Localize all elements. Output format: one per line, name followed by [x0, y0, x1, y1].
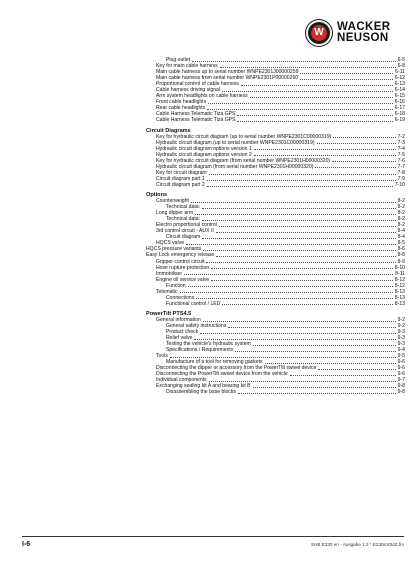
toc-entry-page: 9-6 — [397, 371, 405, 378]
toc-entry-page: 8-12 — [394, 276, 405, 283]
dot-leader — [186, 244, 396, 245]
toc-entry-title: Electro proportional control — [156, 222, 217, 229]
dot-leader — [238, 393, 396, 394]
dot-leader — [180, 292, 393, 293]
toc-entry-page: 9-5 — [397, 353, 405, 360]
dot-leader — [290, 375, 396, 376]
toc-entry-page: 8-13 — [394, 288, 405, 295]
toc-entry-page: 9-6 — [397, 359, 405, 366]
dot-leader — [250, 97, 393, 98]
dot-leader — [228, 327, 395, 328]
toc-entry-page: 8-5 — [397, 240, 405, 247]
toc-entry-title: Key for circuit diagram — [156, 169, 207, 176]
wacker-neuson-logo-icon — [306, 20, 332, 46]
toc-entry-title: Cable harness driving signal — [156, 87, 220, 94]
dot-leader — [253, 387, 396, 388]
dot-leader — [203, 250, 395, 251]
dot-leader — [170, 357, 396, 358]
toc-entry-title: Circuit diagram — [166, 234, 201, 241]
dot-leader — [202, 220, 396, 221]
dot-leader — [300, 73, 393, 74]
brand-line2: NEUSON — [337, 32, 389, 44]
dot-leader — [222, 91, 393, 92]
toc-entry-page: 6-17 — [394, 105, 405, 112]
toc-entry-title: Rear cable headlights — [156, 105, 206, 112]
brand-wordmark — [337, 22, 391, 44]
toc-entry-page: 6-18 — [394, 111, 405, 118]
footer-divider — [22, 536, 404, 537]
dot-leader — [202, 238, 395, 239]
dot-leader — [222, 304, 392, 305]
toc-entry-title: General information — [156, 316, 201, 323]
dot-leader — [318, 369, 395, 370]
toc-entry-page: 6-14 — [394, 87, 405, 94]
toc-entry-page: 9-7 — [397, 377, 405, 384]
dot-leader — [192, 61, 396, 62]
dot-leader — [203, 321, 396, 322]
toc-entry-title: Hydraulic circuit diagram (from serial number WNPE2301H00000320) — [156, 163, 314, 170]
toc-entry-page: 9-2 — [397, 316, 405, 323]
toc-entry-page: 7-3 — [397, 139, 405, 146]
dot-leader — [220, 67, 396, 68]
toc-entry-page: 7-6 — [397, 157, 405, 164]
toc-entry-page: 8-13 — [394, 294, 405, 301]
toc-entry-page: 8-2 — [397, 204, 405, 211]
toc-entry[interactable] — [146, 301, 405, 307]
toc-entry-title: Hose rupture protection — [156, 264, 210, 271]
toc-entry-page: 6-13 — [394, 81, 405, 88]
toc-entry[interactable] — [146, 182, 405, 188]
toc-entry-title: Key for hydraulic circuit diagram (from serial number WNPE2301H00000320) — [156, 157, 331, 164]
toc-entry-page: 8-4 — [397, 234, 405, 241]
toc-entry-page: 6-8 — [397, 63, 405, 70]
dot-leader — [254, 149, 396, 150]
toc-entry-title: Hydraulic circuit diagram options version 1 — [156, 145, 252, 152]
toc-entry-page: 9-6 — [397, 365, 405, 372]
toc-entry-title: Cable Harness Telematic Tiza GPS — [156, 117, 236, 124]
toc-entry-page: 9-8 — [397, 383, 405, 390]
toc-entry-title: Long dipper arm — [156, 210, 194, 217]
dot-leader — [241, 85, 393, 86]
toc-entry-title: Circuit diagram part 2 — [156, 181, 205, 188]
dot-leader — [237, 121, 392, 122]
toc-entry-title: Manufacture of a tool for removing gaskets — [166, 359, 263, 366]
dot-leader — [207, 180, 396, 181]
dot-leader — [207, 186, 393, 187]
toc-entry-page: 8-4 — [397, 228, 405, 235]
toc-entry-title: Specifications / Requirements — [166, 347, 234, 354]
toc-entry-title: Cable Harness Telematic Tiza GPS — [156, 111, 236, 118]
dot-leader — [191, 202, 396, 203]
dot-leader — [237, 115, 392, 116]
toc-entry-title: Plug outlet — [166, 57, 191, 63]
dot-leader — [333, 137, 395, 138]
toc-entry-page: 8-13 — [394, 300, 405, 307]
dot-leader — [206, 262, 395, 263]
dot-leader — [196, 298, 392, 299]
toc-entry-page: 6-15 — [394, 93, 405, 100]
dot-leader — [188, 286, 393, 287]
toc-entry-title: Product check — [166, 329, 199, 336]
toc-entry-page: 8-8 — [397, 252, 405, 259]
toc-entry-page: 7-2 — [397, 133, 405, 140]
toc-entry-title: Technical data: — [166, 204, 200, 211]
toc-entry-page: 9-8 — [397, 389, 405, 396]
table-of-contents — [146, 57, 405, 396]
toc-entry-page: 8-2 — [397, 210, 405, 217]
toc-entry-page: 8-2 — [397, 222, 405, 229]
toc-entry-title: Relief valve — [166, 335, 193, 342]
toc-entry-title: Main cable harness from serial number WNPE2301P00000260 — [156, 75, 299, 82]
toc-entry-title: 3rd control circuit - AUX II — [156, 228, 214, 235]
toc-entry-title: HQCS valve — [156, 240, 185, 247]
toc-entry-page: 6-19 — [394, 117, 405, 124]
toc-entry-title: General safety instructions — [166, 322, 227, 329]
dot-leader — [253, 345, 396, 346]
brand-line1: WACKER — [337, 21, 391, 33]
toc-entry-title: Key for main cable harness — [156, 63, 218, 70]
dot-leader — [209, 381, 396, 382]
toc-entry-title: Gripper control circuit — [156, 258, 205, 265]
dot-leader — [235, 351, 395, 352]
toc-entry-title: Engine oil service valve — [156, 276, 210, 283]
dot-leader — [200, 333, 395, 334]
dot-leader — [216, 256, 395, 257]
toc-entry-title: Technical data: — [166, 216, 200, 223]
toc-entry-title: Function — [166, 282, 186, 289]
dot-leader — [216, 232, 396, 233]
toc-entry-title: HQCS pressure variants — [146, 246, 202, 253]
footer-page-label: I-6 — [22, 541, 31, 548]
toc-entry-title: Disconnecting the dipper or accessory from the PowerTilt swivel device — [156, 365, 317, 372]
toc-entry-page: 8-2 — [397, 198, 405, 205]
toc-entry-title: Proportional control of cable harness — [156, 81, 239, 88]
toc-entry-page: 9-3 — [397, 335, 405, 342]
toc-entry-title: Disconnecting the PowerTilt swivel device from the vehicle — [156, 371, 288, 378]
toc-entry[interactable] — [146, 117, 405, 123]
toc-entry-page: 7-7 — [397, 163, 405, 170]
toc-entry-title: Front cable headlights — [156, 99, 207, 106]
toc-entry-title: Tools — [156, 353, 168, 360]
toc-entry-page: 6-16 — [394, 99, 405, 106]
dot-leader — [265, 363, 396, 364]
toc-entry-title: Immobiliser — [156, 270, 183, 277]
dot-leader — [315, 167, 395, 168]
toc-entry-page: 8-12 — [394, 282, 405, 289]
toc-entry-page: 8-11 — [395, 270, 405, 277]
toc-entry-title: Telematic — [156, 288, 178, 295]
toc-entry-title: Circuit diagram part 1 — [156, 175, 205, 182]
toc-entry-title: Connections — [166, 294, 195, 301]
brand-logo — [306, 20, 391, 46]
toc-entry-page: 9-4 — [397, 347, 405, 354]
toc-entry-title: Counterweight — [156, 198, 189, 205]
dot-leader — [209, 174, 396, 175]
dot-leader — [300, 79, 393, 80]
toc-entry-title: Individual components — [156, 377, 207, 384]
toc-entry-page: 7-5 — [397, 151, 405, 158]
dot-leader — [211, 268, 393, 269]
toc-entry-title: Exchanging sealing kit A and bearing kit B — [156, 383, 251, 390]
toc-entry-title: Main cable harness up to serial number WNPE2301J00000259 — [156, 69, 299, 76]
dot-leader — [195, 214, 396, 215]
toc-entry-page: 7-8 — [397, 169, 405, 176]
dot-leader — [211, 280, 393, 281]
dot-leader — [317, 143, 396, 144]
toc-entry-page: 8-6 — [397, 246, 405, 253]
toc-entry-title: Testing the vehicle's hydraulic system — [166, 341, 251, 348]
toc-entry-page: 6-11 — [395, 69, 405, 76]
toc-entry-page: 9-2 — [397, 322, 405, 329]
toc-entry-page: 8-9 — [397, 258, 405, 265]
toc-entry-title: Disassembling the base blocks — [166, 389, 236, 396]
toc-section-heading: Options — [146, 191, 168, 198]
toc-section-heading: PowerTilt PTS4.5 — [146, 310, 192, 317]
toc-entry-page: 7-9 — [397, 175, 405, 182]
toc-entry-title: Arm system headlights on cable harness — [156, 93, 248, 100]
dot-leader — [332, 161, 396, 162]
dot-leader — [207, 109, 393, 110]
toc-entry-title: Hydraulic circuit diagram options version 2 — [156, 151, 252, 158]
dot-leader — [254, 155, 396, 156]
dot-leader — [194, 339, 395, 340]
toc-entry-page: 6-12 — [394, 75, 405, 82]
toc-entry-page: 6-5 — [397, 57, 405, 63]
toc-entry[interactable] — [146, 389, 405, 395]
toc-entry-page: 8-2 — [397, 216, 405, 223]
toc-entry-page: 8-10 — [394, 264, 405, 271]
dot-leader — [208, 103, 393, 104]
toc-entry-title: Easy Lock emergency release — [146, 252, 215, 259]
toc-entry-title: Hydraulic circuit diagram (up to serial number WNPE2301C00000319) — [156, 139, 315, 146]
toc-entry-page: 7-10 — [394, 181, 405, 188]
toc-entry-title: Key for hydraulic circuit diagram (up to serial number WNPE2301C00000319) — [156, 133, 332, 140]
dot-leader — [219, 226, 396, 227]
toc-entry-title: Functional control / LED — [166, 300, 221, 307]
dot-leader — [184, 274, 393, 275]
dot-leader — [202, 208, 396, 209]
toc-entry-page: 9-3 — [397, 341, 405, 348]
toc-section-heading: Circuit Diagrams — [146, 127, 191, 134]
toc-entry-page: 9-3 — [397, 329, 405, 336]
footer-document-reference: SHB E230 en - Ausgabe 1.2 * E230s10t4Z.fm — [311, 542, 404, 547]
toc-entry-page: 7-4 — [397, 145, 405, 152]
